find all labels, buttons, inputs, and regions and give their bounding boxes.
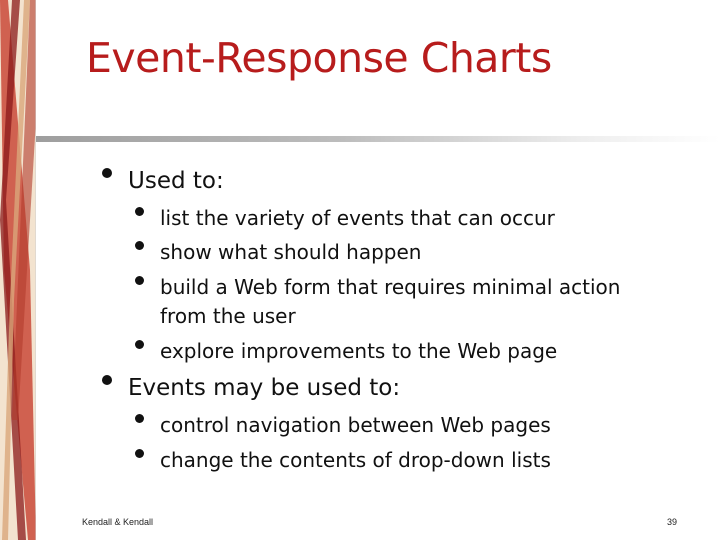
sub-bullet (160, 240, 421, 264)
sub-bullet-dot (135, 276, 144, 285)
bullet-dot (102, 375, 112, 385)
bullet-text: Used to: (128, 168, 224, 194)
sub-bullet-text: show what should happen (160, 240, 422, 264)
sub-bullet (160, 413, 551, 437)
bullet-events (128, 374, 400, 402)
sub-bullet-text: control navigation between Web pages (160, 413, 551, 437)
slide-title: Event-Response Charts (86, 34, 552, 82)
sub-bullet (160, 206, 555, 230)
sub-bullet-text: explore improvements to the Web page (160, 339, 558, 363)
sub-bullet-text: change the contents of drop-down lists (160, 448, 551, 472)
sub-bullet-text: list the variety of events that can occur (160, 206, 555, 230)
bullet-text: Events may be used to: (128, 375, 401, 401)
left-decorative-stripes (0, 0, 36, 540)
bullet-used-to (128, 167, 224, 195)
sub-bullet-dot (135, 241, 144, 250)
title-divider (36, 136, 720, 142)
sub-bullet-text: build a Web form that requires minimal action (160, 275, 621, 299)
sub-bullet-dot (135, 449, 144, 458)
sub-bullet-text: from the user (160, 304, 296, 328)
sub-bullet-dot (135, 414, 144, 423)
page-number: 39 (666, 517, 677, 527)
footer-author: Kendall & Kendall (82, 517, 154, 527)
sub-bullet (160, 339, 557, 363)
sub-bullet (160, 275, 620, 299)
sub-bullet-dot (135, 340, 144, 349)
sub-bullet-dot (135, 207, 144, 216)
bullet-dot (102, 168, 112, 178)
sub-bullet-continuation (160, 304, 296, 328)
sub-bullet (160, 448, 551, 472)
